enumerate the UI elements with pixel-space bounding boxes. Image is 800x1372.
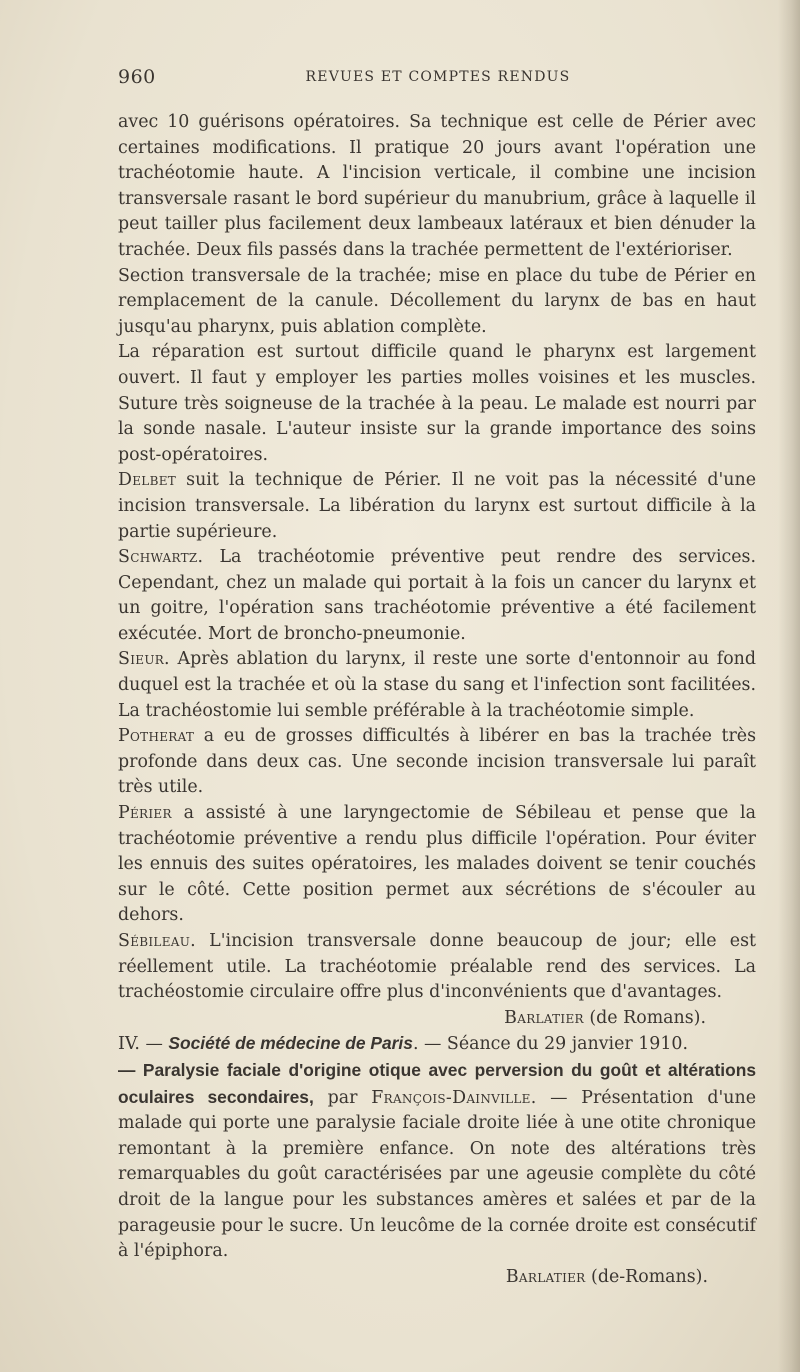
paragraph: La réparation est surtout difficile quand le pharynx est largement ouvert. Il faut y employer les parties molles voisines et les muscles. Suture très soigneuse de la trachée à la peau. Le malade est nourri par la sonde nasale. L'auteur insiste sur la grande importance des soins post-opératoires. <box>118 342 756 465</box>
article-text: . — Présentation d'une malade qui porte une paralysie faciale droite liée à une otite chronique remontant à la première enfance. On note des altérations très remarquables du goût caractérisées par une ageusie complète du côté droit de la langue pour les substances amères et salées et par de la parageusie pour le sucre. Un leucôme de la cornée droite est consécutif à l'épiphora. <box>118 1087 756 1262</box>
speaker-name: Schwartz. <box>118 547 204 568</box>
paragraph <box>118 801 756 929</box>
speaker-name: Sébileau. <box>118 931 196 951</box>
speaker-name: Potherat <box>118 726 195 747</box>
speaker-name: Sieur. <box>118 649 170 670</box>
speaker-text: L'incision transversale donne beaucoup de jour; elle est réellement utile. La trachéotomie préalable rend des services. La trachéostomie circulaire offre plus d'inconvénients que d'avantages. <box>118 931 756 1003</box>
speaker-text: a assisté à une laryngectomie de Sébileau et pense que la trachéotomie préventive a rendu plus difficile l'opération. Pour éviter les ennuis des suites opératoires, les malades doivent se tenir couchés sur le côté. Cette position permet aux sécrétions de s'écouler au dehors. <box>118 803 756 926</box>
page-header <box>118 66 758 90</box>
paragraph <box>118 468 756 545</box>
body-text <box>118 110 756 1290</box>
signature-place: (de Romans). <box>583 1007 706 1028</box>
paragraph <box>118 545 756 647</box>
paragraph: avec 10 guérisons opératoires. Sa technique est celle de Périer avec certaines modifications. Il pratique 20 jours avant l'opération une trachéotomie haute. A l'incision verticale, il combine une incision transversale rasant le bord supérieur du manubrium, grâce à laquelle il peut tailler plus facilement deux lambeaux latéraux et bien dénuder la trachée. Deux fils passés dans la trachée permettent de l'extérioriser. <box>118 112 756 260</box>
section-number: IV. — <box>118 1034 169 1055</box>
signature-name: Barlatier <box>504 1007 584 1028</box>
paragraph: Section transversale de la trachée; mise en place du tube de Périer en remplacement de la canule. Décollement du larynx de bas en haut jusqu'au pharynx, puis ablation complète. <box>118 265 756 337</box>
article-title: — Paralysie faciale d'origine otique avec perversion du goût et altérations oculaires secondaires, <box>118 1059 756 1107</box>
signature <box>118 1006 756 1032</box>
page-number: 960 <box>118 66 156 88</box>
society-name: Société de médecine de Paris <box>168 1033 413 1054</box>
session-date: . — Séance du 29 janvier 1910. <box>412 1034 689 1055</box>
speaker-text: suit la technique de Périer. Il ne voit pas la nécessité d'une incision transversale. La libération du larynx est surtout difficile à la partie supérieure. <box>118 470 756 542</box>
signature-name: Barlatier <box>505 1266 586 1287</box>
page-edge-shadow <box>778 0 800 1372</box>
by-word: par <box>313 1087 372 1108</box>
section-heading <box>118 1031 756 1058</box>
paragraph <box>118 929 756 1006</box>
speaker-name: Périer <box>118 803 172 824</box>
running-title: REVUES ET COMPTES RENDUS <box>305 69 571 85</box>
paragraph <box>118 724 756 801</box>
paragraph <box>118 647 756 724</box>
signature <box>118 1265 756 1291</box>
speaker-text: a eu de grosses difficultés à libérer en bas la trachée très profonde dans deux cas. Une seconde incision transversale lui paraît très utile. <box>118 726 756 798</box>
author-name: François-Dainville <box>371 1087 531 1108</box>
paragraph <box>118 1058 756 1265</box>
speaker-text: Après ablation du larynx, il reste une sorte d'entonnoir au fond duquel est la trachée et où la stase du sang et l'infection sont facilitées. La trachéostomie lui semble préférable à la trachéotomie simple. <box>118 649 756 721</box>
speaker-text: La trachéotomie préventive peut rendre des services. Cependant, chez un malade qui portait à la fois un cancer du larynx et un goitre, l'opération sans trachéotomie préventive a été facilement exécutée. Mort de broncho-pneumonie. <box>118 547 756 644</box>
signature-place: (de-Romans). <box>585 1266 708 1287</box>
speaker-name: Delbet <box>118 470 177 491</box>
